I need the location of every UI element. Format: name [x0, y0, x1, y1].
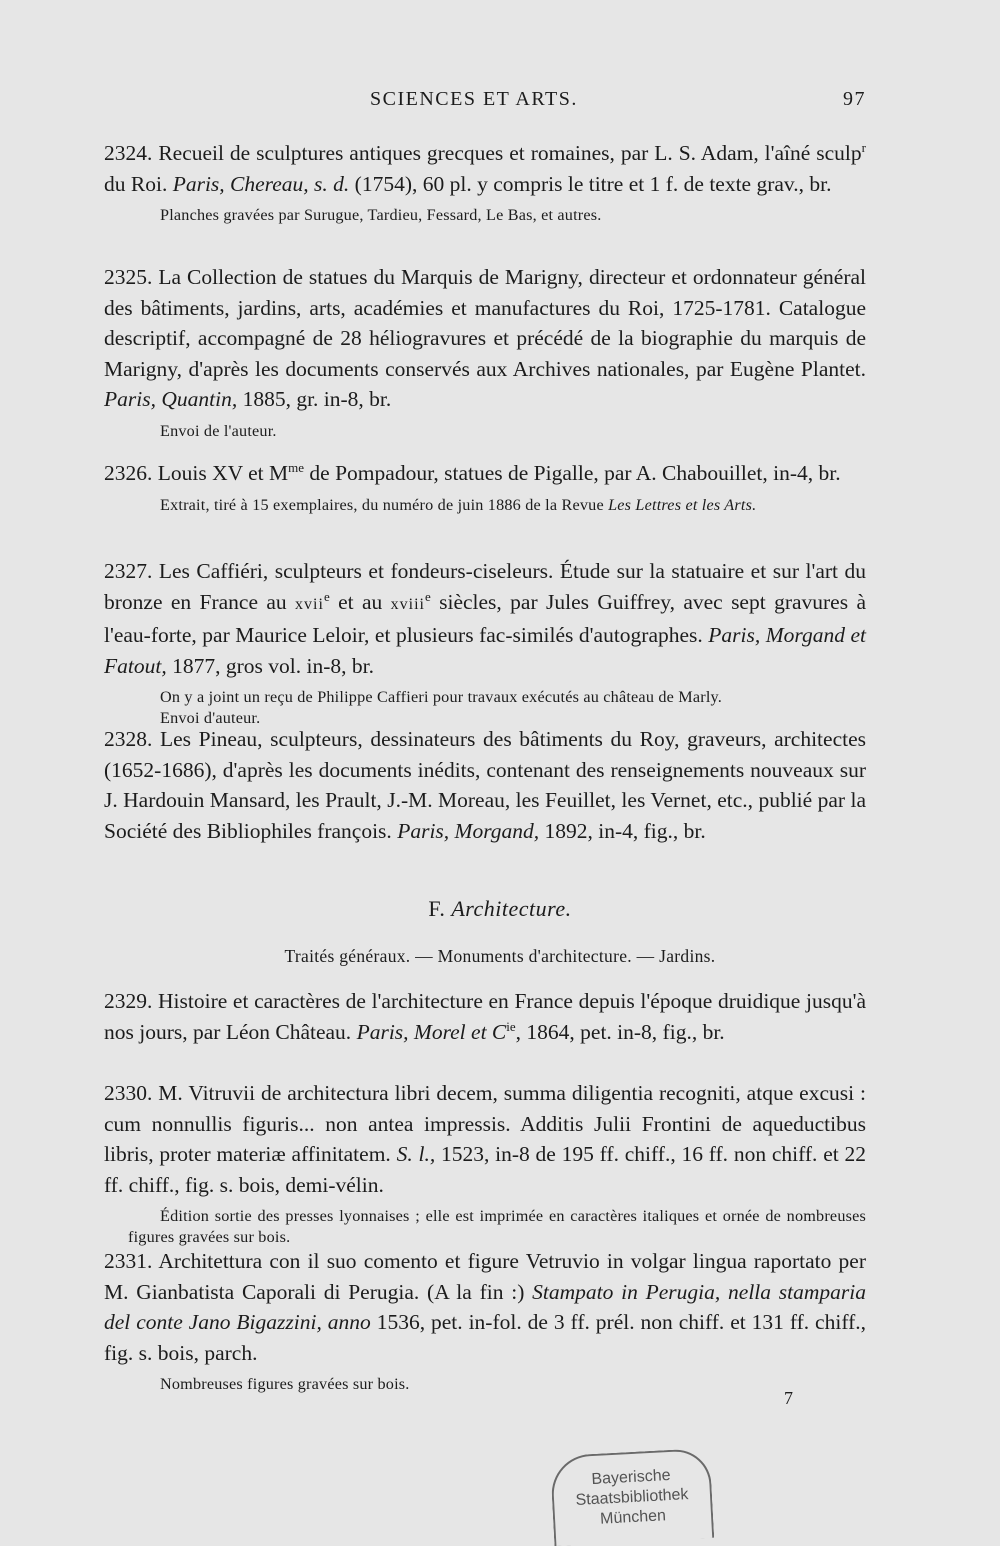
section-subheading: Traités généraux. — Monuments d'architecture. — Jardins.	[284, 946, 716, 966]
running-header	[104, 88, 866, 118]
catalogue-entry-2329: 2329. Histoire et caractères de l'architecture en France depuis l'époque druidique jusqu'à nos jours, par Léon Château. Paris, Morel et $C^{ie}$, 1864, pet. in-8, fig., br.	[104, 989, 866, 1044]
catalogue-entry-2327: 2327. Les Caffiéri, sculpteurs et fondeurs-ciseleurs. Étude sur la statuaire et sur l'art du bronze en France au xvii$^e$ et au xviii$^e$ siècles, par Jules Guiffrey, avec sept gravures à l'eau-forte, par Maurice Leloir, et plusieurs fac-similés d'autographes. Paris, Morgand et Fatout, 1877, gros vol. in-8, br. On y a joint un reçu de Philippe Caffieri pour travaux exécutés au château de Marly. Envoi d'auteur.	[104, 559, 866, 727]
page-number: 97	[843, 88, 866, 110]
signature-mark: 7	[784, 1388, 793, 1408]
entry-number: 2331.	[104, 1249, 153, 1273]
entry-note: Extrait, tiré à 15 exemplaires, du numéro de juin 1886 de la Revue Les Lettres et les Arts.	[160, 495, 757, 514]
entry-note: On y a joint un reçu de Philippe Caffieri pour travaux exécutés au château de Marly.	[160, 688, 723, 706]
catalogue-entry-2328: 2328. Les Pineau, sculpteurs, dessinateurs des bâtiments du Roy, graveurs, architectes (1652-1686), d'après les documents inédits, contenant des renseignements nouveaux sur J. Hardouin Mansard, les Prault, J.-M. Moreau, les Feuillet, les Vernet, etc., publié par la Société des Bibliophiles françois. Paris, Morgand, 1892, in-4, fig., br.	[104, 727, 866, 843]
entry-note: Envoi de l'auteur.	[160, 421, 277, 440]
catalogue-entry-2331: 2331. Architettura con il suo comento et figure Vetruvio in volgar lingua raportato per M. Gianbatista Caporali di Perugia. (A la fin :) Stampato in Perugia, nella stamparia del conte Jano Bigazzini, anno 1536, pet. in-fol. de 3 ff. prél. non chiff. et 131 ff. chiff., fig. s. bois, parch. Nombreuses figures gravées sur bois.	[104, 1249, 867, 1393]
entry-number: 2327.	[104, 559, 153, 583]
catalogue-entry-2330: 2330. M. Vitruvii de architectura libri decem, summa diligentia recogniti, atque excusi : cum nonnullis figuris... non antea impressis. Additis Julii Frontini de aqueductibus libris, proter materiæ affinitatem. S. l., 1523, in-8 de 195 ff. chiff., 16 ff. non chiff. et 22 ff. chiff., fig. s. bois, demi-vélin. Édition sortie des presses lyonnaises ; elle est imprimée en caractères italiques et ornée de nombreuses figures gravées sur bois.	[104, 1081, 866, 1246]
entry-number: 2328.	[104, 727, 153, 751]
catalogue-entry-2326: 2326. Louis XV et $M^{me}$ de Pompadour, statues de Pigalle, par A. Chabouillet, in-4, br. Extrait, tiré à 15 exemplaires, du numéro de juin 1886 de la Revue Les Lettres et les Arts.	[104, 458, 866, 516]
entry-number: 2324.	[104, 141, 153, 165]
entry-note: Édition sortie des presses lyonnaises ; elle est imprimée en caractères italiques et ornée de nombreuses figures gravées sur bois.	[128, 1207, 866, 1246]
library-stamp: Bayerische Staatsbibliothek München	[550, 1448, 714, 1546]
entry-note: Envoi d'auteur.	[160, 709, 261, 727]
entry-note: Planches gravées par Surugue, Tardieu, Fessard, Le Bas, et autres.	[160, 206, 602, 224]
entry-number: 2325.	[104, 265, 153, 289]
catalogue-entry-2324: 2324. Recueil de sculptures antiques grecques et romaines, par L. S. Adam, l'aîné sculp$^r$ du Roi. Paris, Chereau, s. d. (1754), 60 pl. y compris le titre et 1 f. de texte grav., br. Planches gravées par Surugue, Tardieu, Fessard, Le Bas, et autres.	[104, 139, 866, 224]
catalogue-entry-2325: 2325. La Collection de statues du Marquis de Marigny, directeur et ordonnateur général des bâtiments, jardins, arts, académies et manufactures du Roi, 1725-1781. Catalogue descriptif, accompagné de 28 héliogravures et précédé de la biographie du marquis de Marigny, d'après les documents conservés aux Archives nationales, par Eugène Plantet. Paris, Quantin, 1885, gr. in-8, br. Envoi de l'auteur.	[104, 265, 866, 440]
entry-note: Nombreuses figures gravées sur bois.	[160, 1375, 410, 1393]
entry-number: 2329.	[104, 989, 153, 1013]
entry-number: 2330.	[104, 1081, 153, 1105]
section-heading: F. Architecture.	[428, 896, 572, 921]
entry-number: 2326.	[104, 461, 153, 485]
running-title: SCIENCES ET ARTS.	[370, 88, 578, 110]
